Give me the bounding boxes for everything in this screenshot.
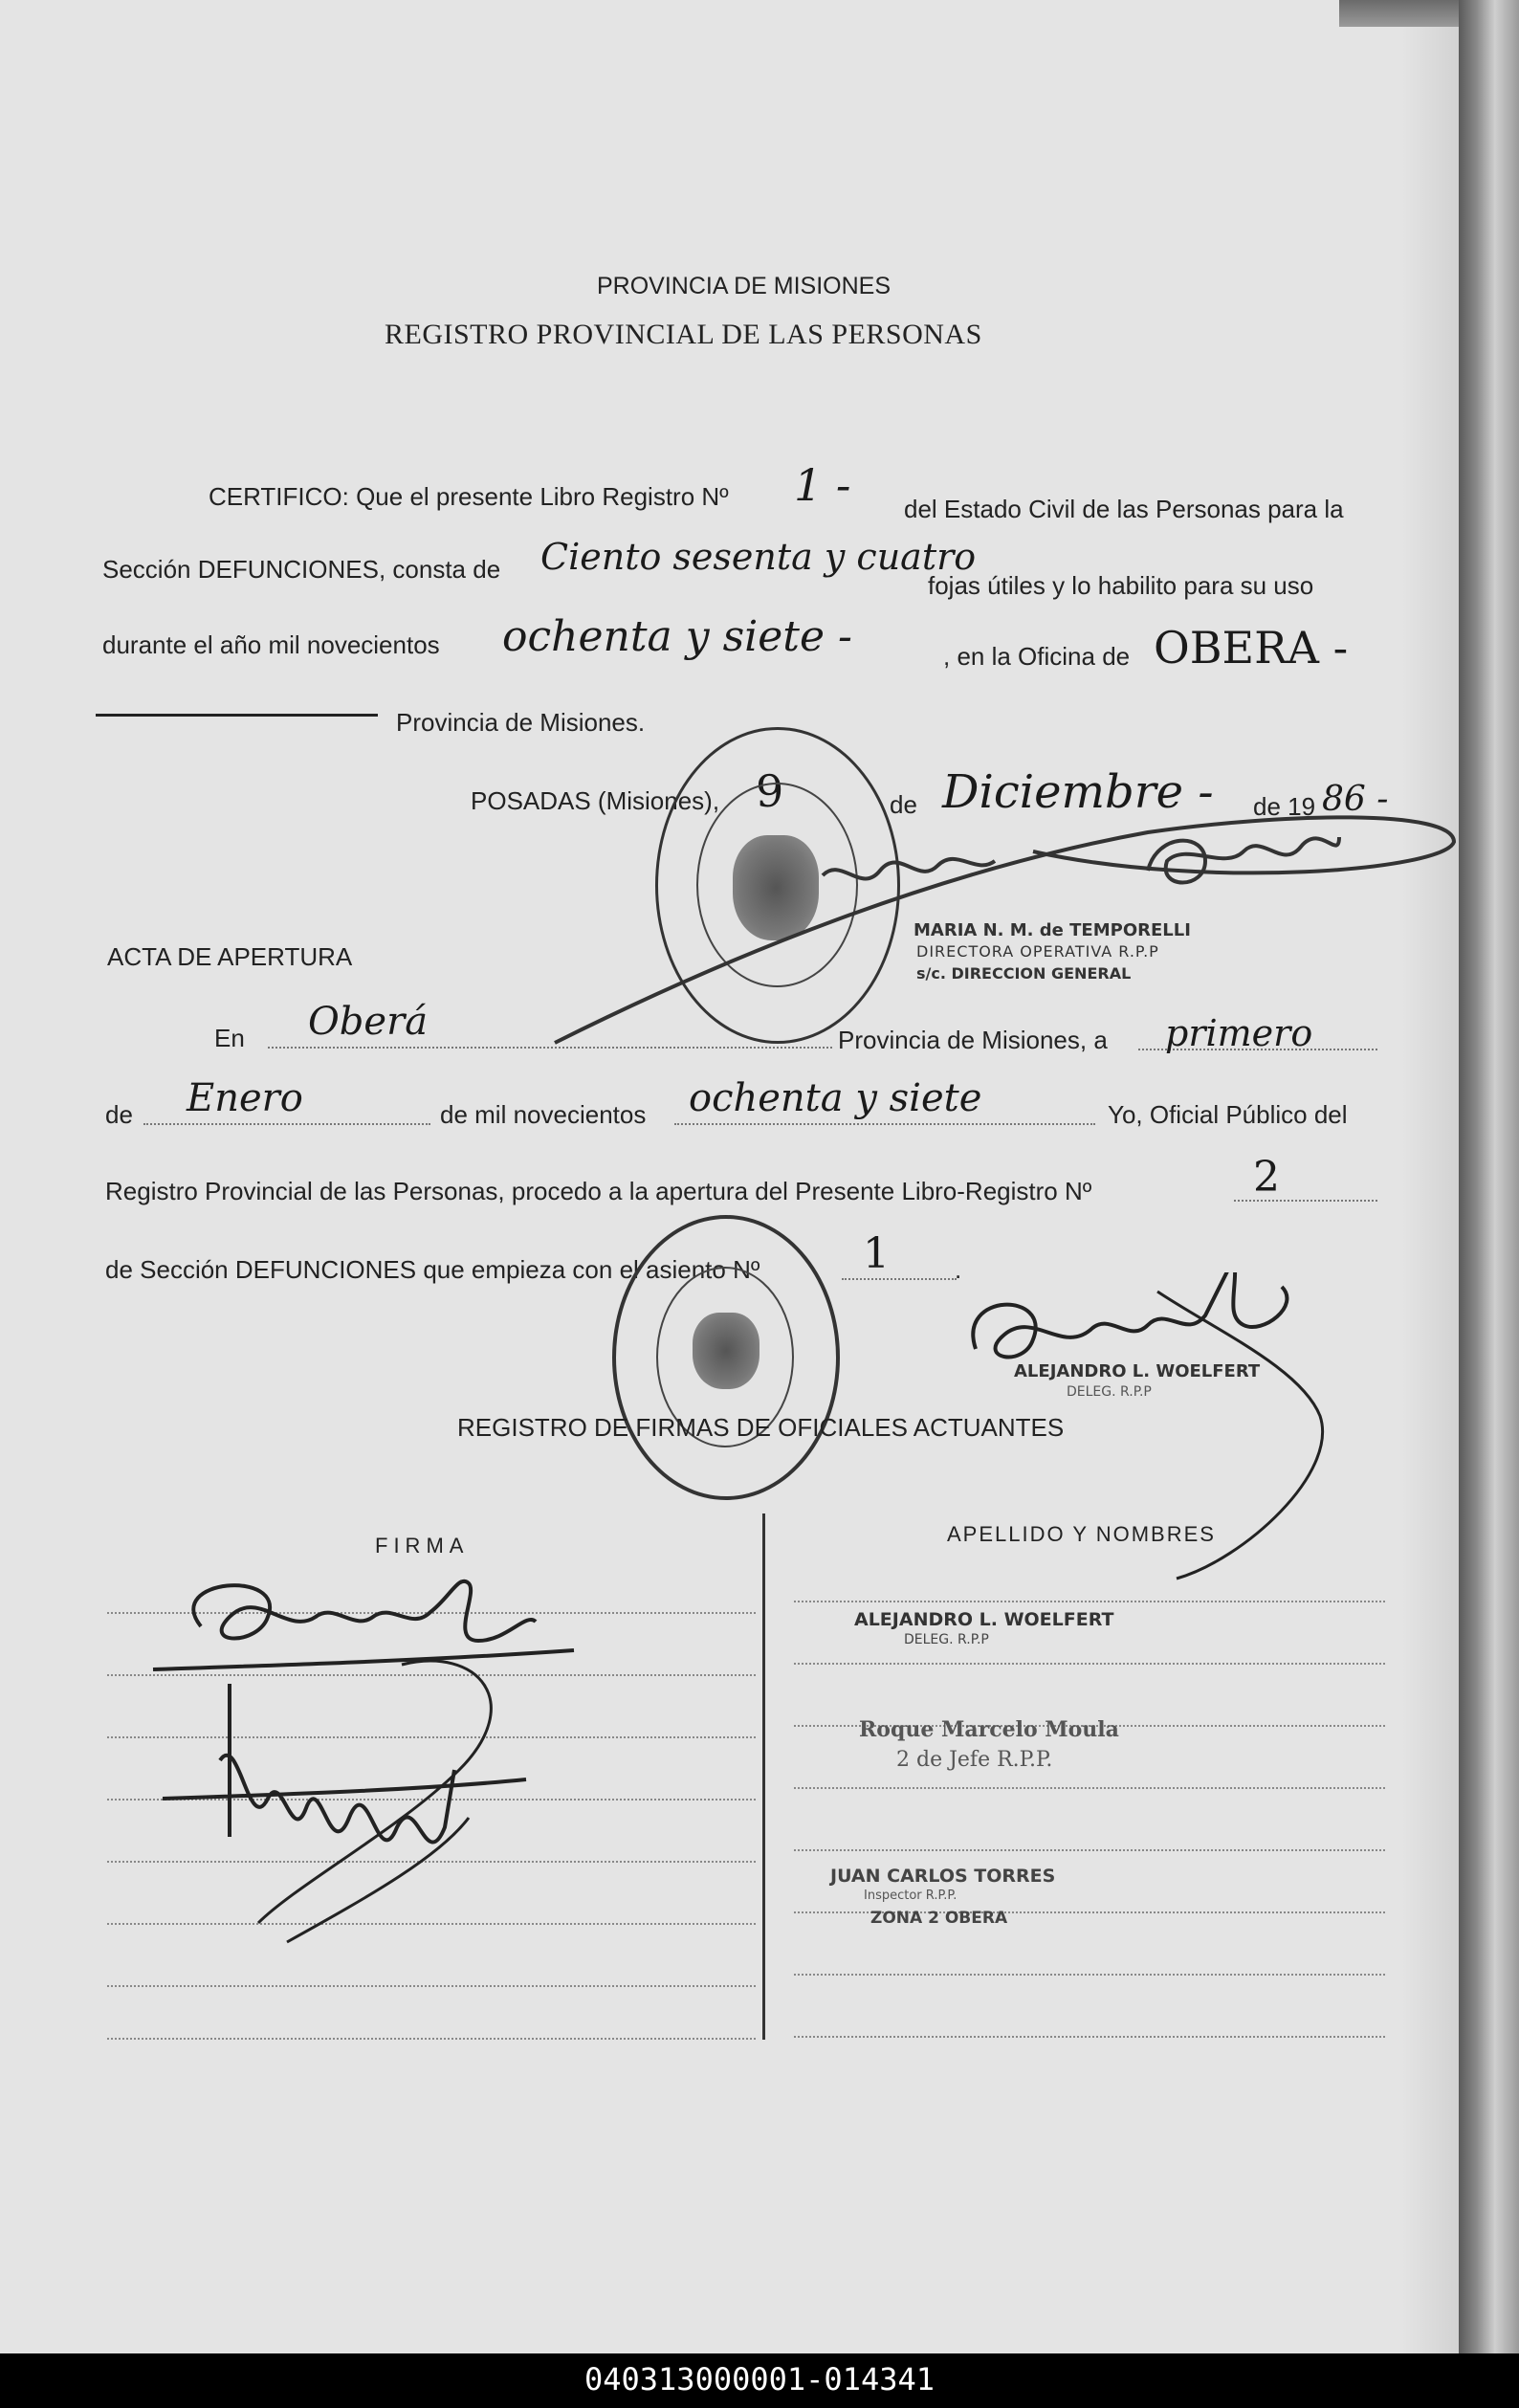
apertura-line4: de Sección DEFUNCIONES que empieza con el asiento Nº xyxy=(105,1255,760,1284)
apertura-mil: de mil novecientos xyxy=(440,1100,647,1129)
cert-line3-b: , en la Oficina de xyxy=(943,642,1131,671)
official-2-title: 2 de Jefe R.P.P. xyxy=(896,1748,1053,1772)
apertura-libro-numero: 2 xyxy=(1253,1153,1280,1202)
nombre-line xyxy=(794,1601,1385,1602)
cert-line2-a: Sección DEFUNCIONES, consta de xyxy=(102,555,501,584)
signature-official-2 xyxy=(153,1646,612,1952)
firmas-col-firma: FIRMA xyxy=(375,1534,470,1557)
cert-anio: ochenta y siete - xyxy=(502,612,852,661)
seal-delegacion-obera xyxy=(612,1215,840,1500)
firmas-col-nombres: APELLIDO Y NOMBRES xyxy=(947,1522,1216,1546)
stamp-woelfert-name: ALEJANDRO L. WOELFERT xyxy=(1014,1361,1261,1381)
nombre-line xyxy=(794,1787,1385,1789)
cert-de-year: de 19 xyxy=(1253,792,1316,821)
cert-libro-numero: 1 - xyxy=(794,459,851,511)
header-registry: REGISTRO PROVINCIAL DE LAS PERSONAS xyxy=(385,319,982,350)
scan-footer xyxy=(0,2353,1519,2408)
official-2-name: Roque Marcelo Moula xyxy=(859,1717,1119,1742)
apertura-provincia: Provincia de Misiones, a xyxy=(838,1026,1108,1054)
apertura-de: de xyxy=(105,1100,133,1129)
apertura-mes-line xyxy=(143,1123,430,1125)
official-3-title: Inspector R.P.P. xyxy=(864,1889,958,1903)
header-province: PROVINCIA DE MISIONES xyxy=(597,273,892,299)
cert-mes: Diciembre - xyxy=(942,765,1214,819)
cert-dia: 9 xyxy=(756,765,784,817)
cert-oficina: OBERA - xyxy=(1154,622,1349,674)
cert-line1-b: del Estado Civil de las Personas para la xyxy=(904,495,1344,523)
apertura-oficial: Yo, Oficial Público del xyxy=(1108,1100,1348,1129)
apertura-heading: ACTA DE APERTURA xyxy=(107,942,353,971)
cert-line1-a: CERTIFICO: Que el presente Libro Registro Nº xyxy=(209,482,729,511)
book-page-edge xyxy=(1459,0,1519,2353)
apertura-mes: Enero xyxy=(187,1076,303,1120)
cert-line3-a: durante el año mil novecientos xyxy=(102,630,440,659)
apertura-anio-line xyxy=(674,1123,1095,1125)
firmas-column-divider xyxy=(762,1513,765,2040)
apertura-line3: Registro Provincial de las Personas, procedo a la apertura del Presente Libro-Registro Nº xyxy=(105,1177,1092,1205)
official-1-name: ALEJANDRO L. WOELFERT xyxy=(854,1609,1114,1630)
nombre-line xyxy=(794,1974,1385,1976)
apertura-lugar: Oberá xyxy=(308,1000,429,1044)
official-1-title: DELEG. R.P.P xyxy=(904,1632,989,1647)
apertura-en: En xyxy=(214,1024,245,1052)
nombre-line xyxy=(794,1849,1385,1851)
stamp-directora-title: DIRECTORA OPERATIVA R.P.P xyxy=(916,942,1159,961)
nombre-line xyxy=(794,1663,1385,1665)
cert-place: POSADAS (Misiones), xyxy=(471,786,720,815)
firma-line xyxy=(107,2038,756,2040)
official-3-extra: ZONA 2 OBERA xyxy=(870,1909,1008,1928)
apertura-anio: ochenta y siete xyxy=(689,1076,982,1120)
apertura-line4-end: . xyxy=(955,1255,962,1284)
cert-de: de xyxy=(890,790,917,819)
firmas-heading: REGISTRO DE FIRMAS DE OFICIALES ACTUANTES xyxy=(457,1413,1065,1442)
stamp-directora-name: MARIA N. M. de TEMPORELLI xyxy=(914,920,1191,940)
seal-emblem-icon xyxy=(693,1313,760,1389)
apertura-lugar-line xyxy=(268,1047,832,1049)
cert-blank-line xyxy=(96,714,378,717)
cert-line2-b: fojas útiles y lo habilito para su uso xyxy=(928,571,1314,600)
apertura-dia: primero xyxy=(1165,1012,1313,1054)
firma-line xyxy=(107,1985,756,1987)
apertura-asiento-numero: 1 xyxy=(863,1229,890,1278)
cert-line4: Provincia de Misiones. xyxy=(396,708,646,737)
stamp-woelfert-title: DELEG. R.P.P xyxy=(1067,1384,1152,1400)
cert-year-suffix: 86 - xyxy=(1322,780,1389,819)
nombre-line xyxy=(794,2036,1385,2038)
cert-fojas: Ciento sesenta y cuatro xyxy=(540,536,977,578)
official-3-name: JUAN CARLOS TORRES xyxy=(830,1866,1056,1887)
scan-code: 040313000001-014341 xyxy=(583,2361,936,2397)
stamp-directora-dept: s/c. DIRECCION GENERAL xyxy=(916,964,1132,983)
page-shading xyxy=(1401,0,1459,2353)
